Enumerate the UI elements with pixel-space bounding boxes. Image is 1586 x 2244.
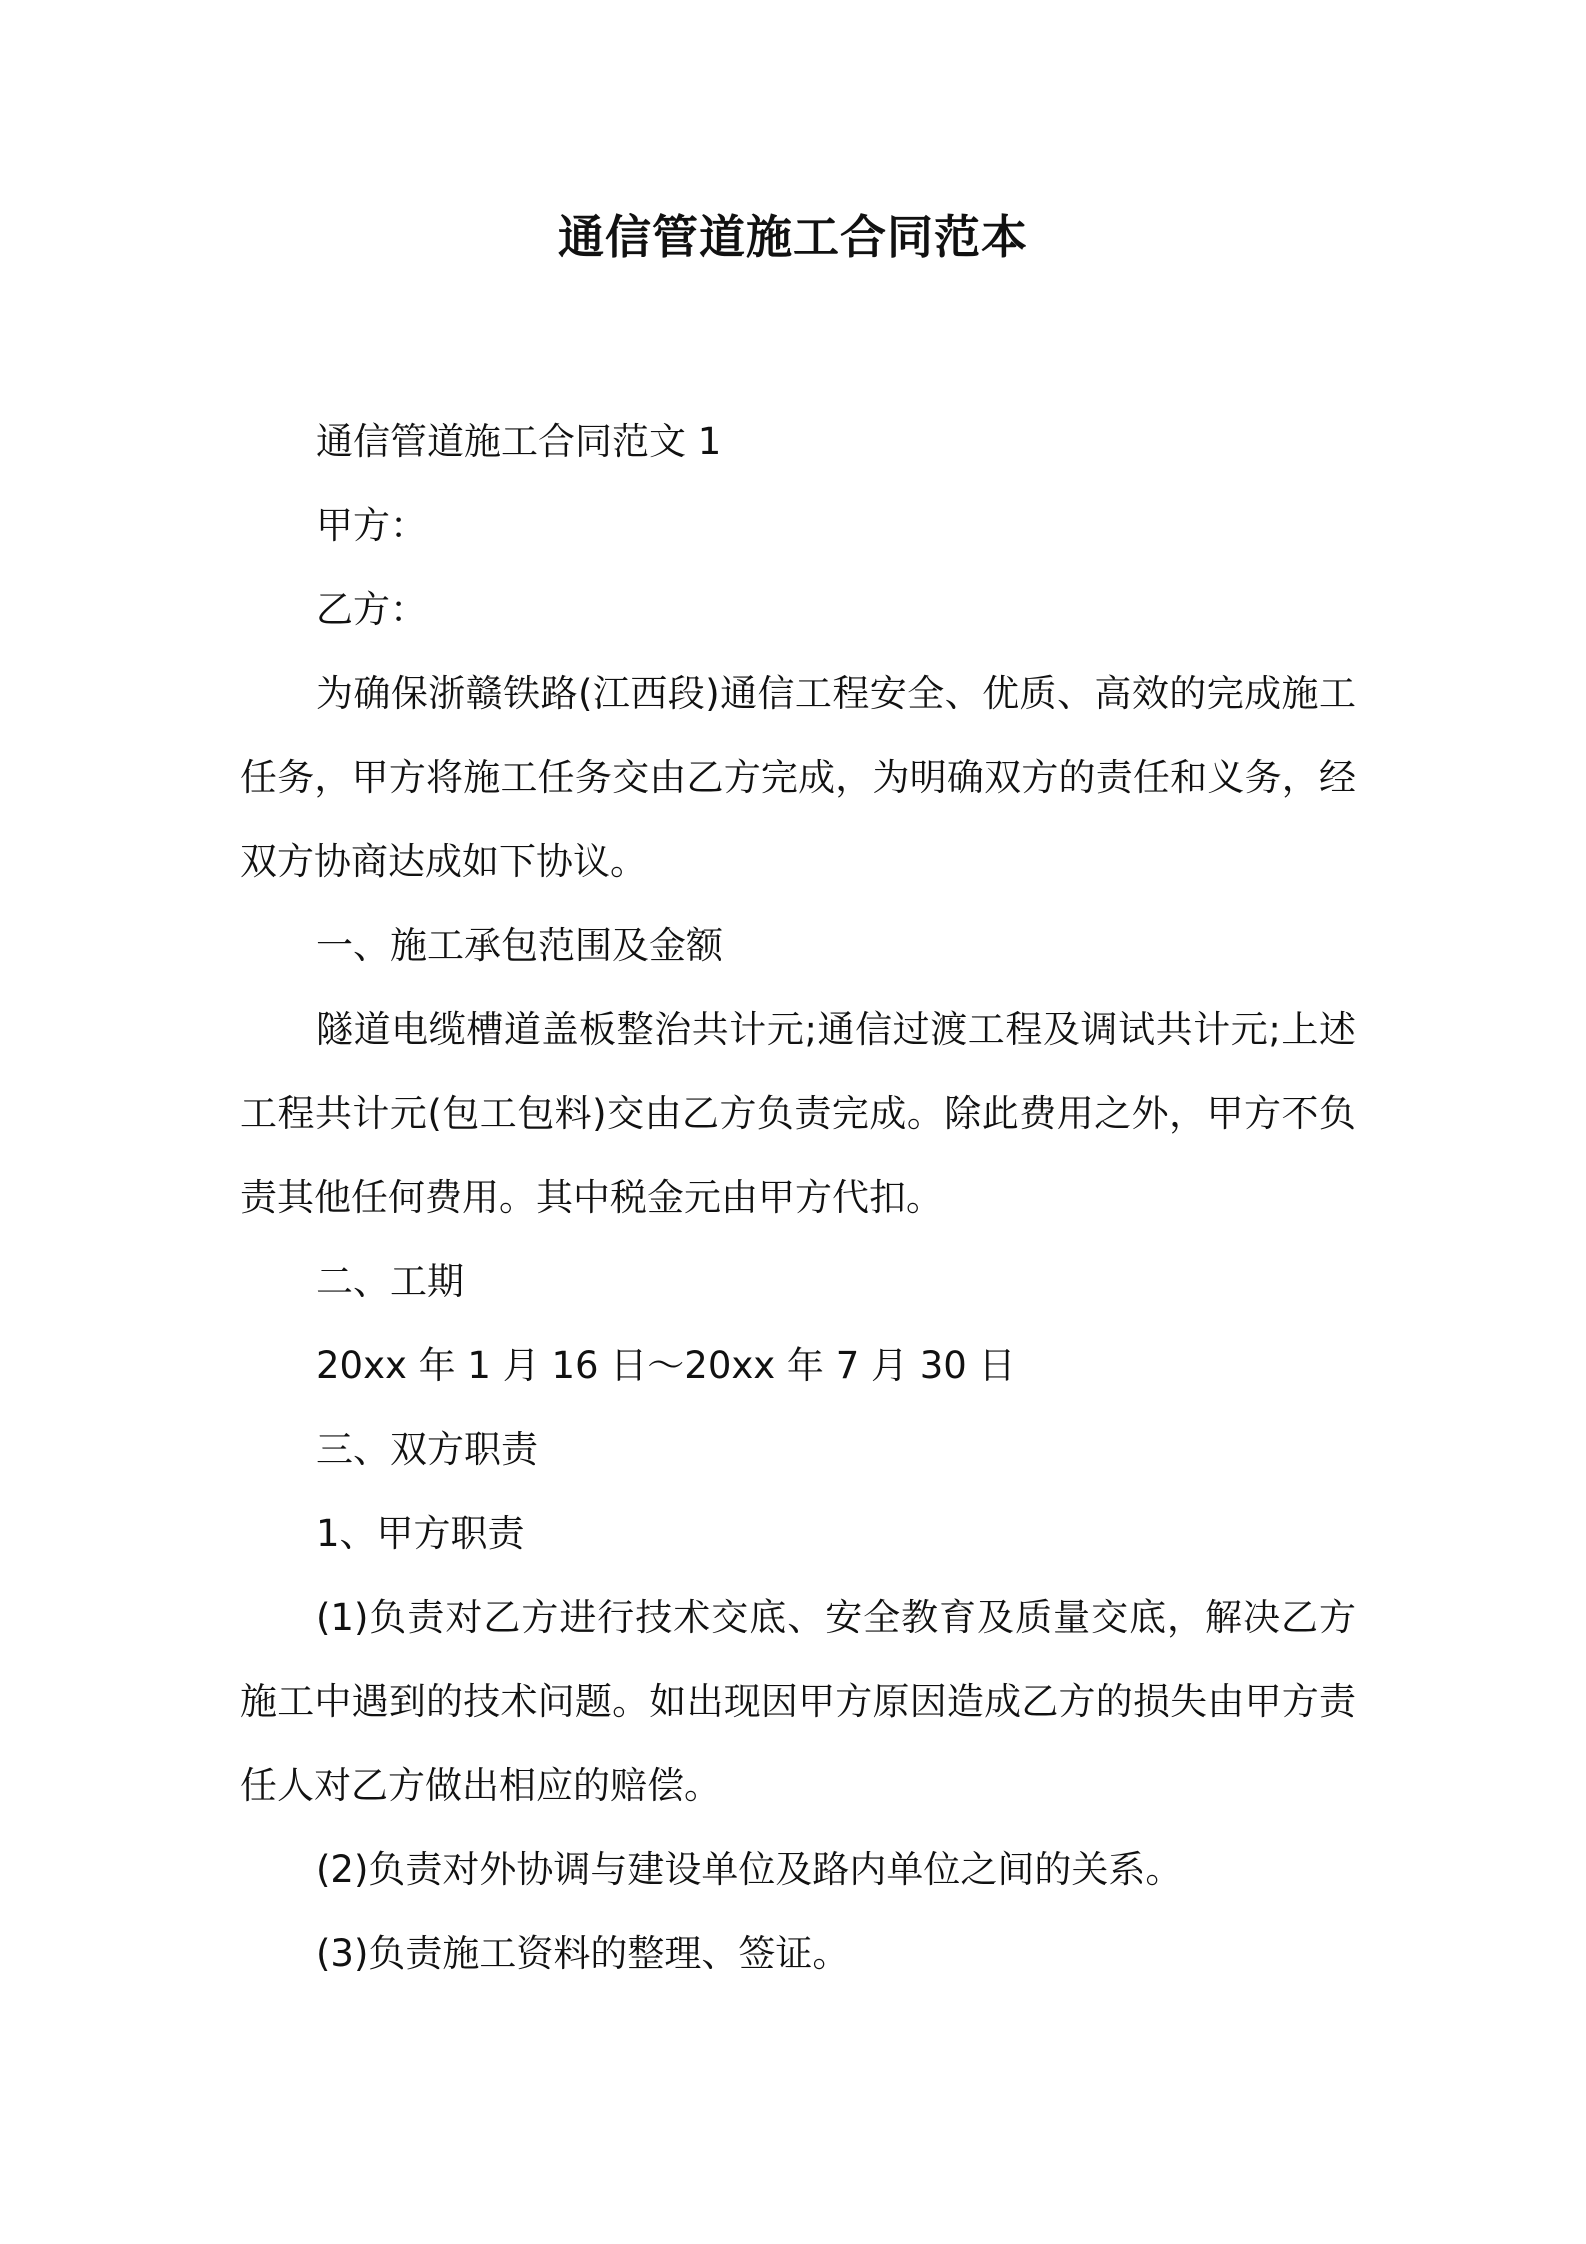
subheading-party-a-duties: 1、甲方职责 xyxy=(316,1512,525,1555)
intro-paragraph: 为确保浙赣铁路(江西段)通信工程安全、优质、高效的完成施工任务，甲方将施工任务交由乙方完成，为明确双方的责任和义务，经双方协商达成如下协议。 xyxy=(240,672,1356,883)
duty-item-2: (2)负责对外协调与建设单位及路内单位之间的关系。 xyxy=(316,1848,1183,1891)
heading-duration: 二、工期 xyxy=(316,1260,464,1303)
section-heading: 通信管道施工合同范文 1 xyxy=(316,420,722,463)
duty-item-1: (1)负责对乙方进行技术交底、安全教育及质量交底，解决乙方施工中遇到的技术问题。如出现因甲方原因造成乙方的损失由甲方责任人对乙方做出相应的赔偿。 xyxy=(240,1596,1356,1807)
party-b-line: 乙方： xyxy=(316,588,427,631)
document-body xyxy=(240,400,1356,1996)
heading-scope-amount: 一、施工承包范围及金额 xyxy=(316,924,723,967)
heading-responsibilities: 三、双方职责 xyxy=(316,1428,538,1471)
duration-paragraph: 20xx 年 1 月 16 日～20xx 年 7 月 30 日 xyxy=(316,1344,1016,1387)
party-a-line: 甲方： xyxy=(316,504,427,547)
duty-item-3: (3)负责施工资料的整理、签证。 xyxy=(316,1932,850,1975)
document-title: 通信管道施工合同范本 xyxy=(558,210,1028,264)
scope-paragraph: 隧道电缆槽道盖板整治共计元;通信过渡工程及调试共计元;上述工程共计元(包工包料)交由乙方负责完成。除此费用之外，甲方不负责其他任何费用。其中税金元由甲方代扣。 xyxy=(240,1008,1356,1219)
